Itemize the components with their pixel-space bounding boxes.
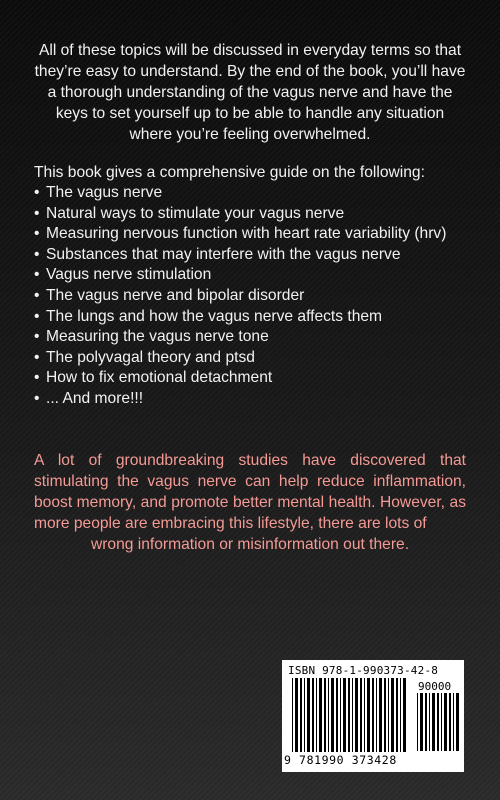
bullet-icon: • — [34, 389, 40, 407]
barcode-bar — [453, 693, 454, 751]
topic-item — [34, 204, 474, 225]
closing-paragraph-body: A lot of groundbreaking studies have discovered that stimulating the vagus nerve can help reduce inflammation, boost memory, and promote better mental health. However, as more people are embracing this lifestyle, there are lots of — [34, 452, 466, 532]
bullet-icon: • — [34, 204, 40, 222]
topic-item — [34, 307, 474, 328]
barcode-bar — [456, 693, 459, 751]
topic-text: Measuring the vagus nerve tone — [46, 328, 269, 346]
bullet-icon: • — [34, 266, 40, 284]
bullet-icon: • — [34, 328, 40, 346]
topic-item — [34, 183, 474, 204]
barcode-bar — [372, 678, 374, 752]
bullet-icon: • — [34, 286, 40, 304]
barcode-bar — [384, 678, 386, 752]
topic-text: How to fix emotional detachment — [46, 369, 273, 387]
barcode-bar — [336, 678, 338, 752]
barcode-bar — [367, 678, 370, 752]
barcode-bar — [352, 678, 353, 752]
topic-item — [34, 389, 474, 410]
topic-text: Vagus nerve stimulation — [46, 266, 212, 284]
isbn-barcode-box — [282, 660, 464, 772]
barcode-bar — [307, 678, 310, 752]
topic-item — [34, 327, 474, 348]
barcode-bar — [441, 693, 442, 751]
barcode-bar — [295, 678, 298, 752]
closing-paragraph-last-line: wrong information or misinformation out there. — [90, 536, 410, 553]
barcode-bar — [304, 678, 305, 752]
bullet-icon: • — [34, 348, 40, 366]
bullet-icon: • — [34, 184, 40, 201]
barcode-bar — [425, 693, 427, 751]
barcode-bar — [444, 693, 447, 751]
topic-text: Measuring nervous function with heart rate variability (hrv) — [46, 225, 447, 243]
topic-text: The polyvagal theory and ptsd — [46, 348, 255, 366]
topic-item — [34, 245, 474, 266]
barcode-bar — [376, 678, 377, 752]
bullet-icon: • — [34, 245, 40, 263]
guide-intro: This book gives a comprehensive guide on the following: — [34, 164, 425, 181]
barcode-bar — [312, 678, 314, 752]
barcode-bar — [396, 678, 398, 752]
barcode-bar — [429, 693, 430, 751]
topic-text: ... And more!!! — [46, 389, 144, 407]
barcode-bar — [449, 693, 451, 751]
barcode-bar — [432, 693, 435, 751]
barcode-bar — [348, 678, 350, 752]
topic-item — [34, 368, 474, 389]
topic-text: The vagus nerve — [46, 184, 163, 201]
topic-item — [34, 265, 474, 286]
price-code: 90000 — [418, 680, 452, 693]
bullet-icon: • — [34, 369, 40, 387]
barcode-bar — [360, 678, 362, 752]
barcode-bar — [379, 678, 382, 752]
barcode-bar — [328, 678, 329, 752]
barcode-bar — [340, 678, 341, 752]
barcode-bar — [324, 678, 326, 752]
barcode-bar — [403, 678, 406, 752]
barcode-bar — [355, 678, 358, 752]
topic-item — [34, 224, 474, 245]
topic-text: Substances that may interfere with the vagus nerve — [46, 245, 401, 263]
barcode-bar — [437, 693, 439, 751]
topic-text: Natural ways to stimulate your vagus nerve — [46, 204, 345, 222]
isbn-label: ISBN 978-1-990373-42-8 — [288, 664, 439, 677]
ean-barcode — [292, 678, 410, 752]
topic-list — [34, 183, 474, 410]
barcode-bar — [417, 693, 418, 751]
barcode-bar — [292, 678, 293, 752]
isbn-digits: 9 781990 373428 — [284, 753, 397, 767]
barcode-bar — [400, 678, 401, 752]
barcode-bar — [316, 678, 317, 752]
bullet-icon: • — [34, 225, 40, 243]
closing-paragraph — [34, 450, 466, 555]
barcode-bar — [331, 678, 334, 752]
price-addon-barcode — [417, 693, 459, 751]
barcode-bar — [364, 678, 365, 752]
topic-text: The lungs and how the vagus nerve affects them — [46, 307, 383, 325]
barcode-bar — [388, 678, 389, 752]
topic-text: The vagus nerve and bipolar disorder — [46, 286, 305, 304]
barcode-bar — [420, 693, 423, 751]
intro-paragraph: All of these topics will be discussed in everyday terms so that they’re easy to understand. By the end of the book, you’ll have a thorough understanding of the vagus nerve and have the keys to set yourself up to be able to handle any situation where you’re feeling overwhelmed. — [34, 42, 466, 143]
topic-item — [34, 286, 474, 307]
barcode-bar — [391, 678, 394, 752]
topic-item — [34, 348, 474, 369]
barcode-bar — [300, 678, 302, 752]
bullet-icon: • — [34, 307, 40, 325]
barcode-bar — [319, 678, 322, 752]
barcode-bar — [343, 678, 346, 752]
